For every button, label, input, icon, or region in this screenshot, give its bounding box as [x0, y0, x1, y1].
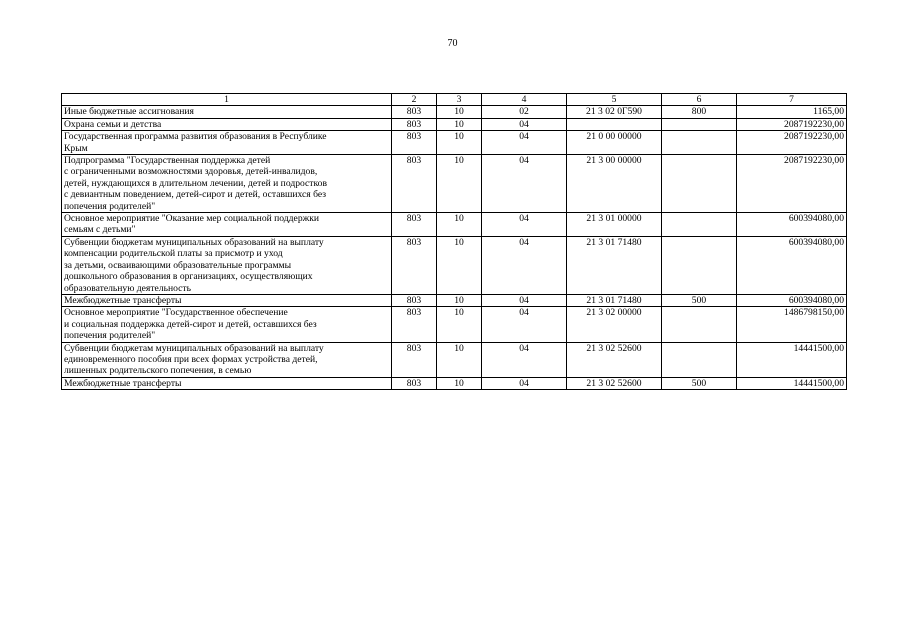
budget-table	[61, 93, 847, 390]
table-row	[62, 342, 847, 377]
table-row	[62, 213, 847, 237]
row-subsection-code: 04	[482, 213, 567, 237]
row-section-code: 10	[437, 213, 482, 237]
row-expense-type	[662, 213, 737, 237]
row-section-code: 10	[437, 155, 482, 213]
row-target-code: 21 3 00 00000	[567, 155, 662, 213]
row-ministry-code: 803	[392, 106, 437, 118]
row-target-code: 21 0 00 00000	[567, 131, 662, 155]
row-target-code: 21 3 02 00000	[567, 307, 662, 342]
row-subsection-code: 04	[482, 342, 567, 377]
row-name: Субвенции бюджетам муниципальных образований на выплату единовременного пособия при всех формах устройства детей, лишенных родительского попечения, в семью	[62, 342, 392, 377]
row-name: Межбюджетные трансферты	[62, 294, 392, 306]
row-name: Иные бюджетные ассигнования	[62, 106, 392, 118]
row-section-code: 10	[437, 342, 482, 377]
row-expense-type	[662, 236, 737, 294]
column-header-1: 1	[62, 94, 392, 106]
row-target-code: 21 3 02 0Г590	[567, 106, 662, 118]
row-amount: 2087192230,00	[737, 155, 847, 213]
row-target-code: 21 3 01 00000	[567, 213, 662, 237]
row-target-code	[567, 118, 662, 130]
row-target-code: 21 3 01 71480	[567, 236, 662, 294]
row-name: Межбюджетные трансферты	[62, 377, 392, 389]
row-subsection-code: 02	[482, 106, 567, 118]
row-name: Подпрограмма "Государственная поддержка детей с ограниченными возможностями здоровья, детей-инвалидов, детей, нуждающихся в длительном лечении, детей и подростков с девиантным поведением, детей-сирот и детей, оставшихся без попечения родителей"	[62, 155, 392, 213]
row-subsection-code: 04	[482, 236, 567, 294]
row-ministry-code: 803	[392, 213, 437, 237]
row-target-code: 21 3 02 52600	[567, 377, 662, 389]
row-target-code: 21 3 01 71480	[567, 294, 662, 306]
table-row	[62, 131, 847, 155]
row-ministry-code: 803	[392, 307, 437, 342]
row-ministry-code: 803	[392, 155, 437, 213]
row-section-code: 10	[437, 294, 482, 306]
row-name: Основное мероприятие "Государственное обеспечение и социальная поддержка детей-сирот и детей, оставшихся без попечения родителей"	[62, 307, 392, 342]
row-amount: 2087192230,00	[737, 118, 847, 130]
table-row	[62, 307, 847, 342]
row-ministry-code: 803	[392, 131, 437, 155]
table-header-row	[62, 94, 847, 106]
table-row	[62, 294, 847, 306]
row-ministry-code: 803	[392, 342, 437, 377]
row-amount: 600394080,00	[737, 213, 847, 237]
table-row	[62, 377, 847, 389]
row-subsection-code: 04	[482, 155, 567, 213]
row-amount: 600394080,00	[737, 294, 847, 306]
row-section-code: 10	[437, 307, 482, 342]
row-expense-type	[662, 155, 737, 213]
row-subsection-code: 04	[482, 118, 567, 130]
row-amount: 1486798150,00	[737, 307, 847, 342]
table-row	[62, 118, 847, 130]
row-amount: 2087192230,00	[737, 131, 847, 155]
row-amount: 14441500,00	[737, 377, 847, 389]
row-subsection-code: 04	[482, 131, 567, 155]
column-header-6: 6	[662, 94, 737, 106]
row-expense-type	[662, 342, 737, 377]
table-row	[62, 155, 847, 213]
row-name: Основное мероприятие "Оказание мер социальной поддержки семьям с детьми"	[62, 213, 392, 237]
row-target-code: 21 3 02 52600	[567, 342, 662, 377]
row-section-code: 10	[437, 131, 482, 155]
row-section-code: 10	[437, 236, 482, 294]
row-expense-type: 500	[662, 377, 737, 389]
row-ministry-code: 803	[392, 294, 437, 306]
row-expense-type	[662, 307, 737, 342]
column-header-2: 2	[392, 94, 437, 106]
row-amount: 14441500,00	[737, 342, 847, 377]
row-subsection-code: 04	[482, 294, 567, 306]
row-amount: 1165,00	[737, 106, 847, 118]
row-name: Государственная программа развития образования в Республике Крым	[62, 131, 392, 155]
row-ministry-code: 803	[392, 236, 437, 294]
row-section-code: 10	[437, 118, 482, 130]
table-row	[62, 106, 847, 118]
row-name: Субвенции бюджетам муниципальных образований на выплату компенсации родительской платы за присмотр и уход за детьми, осваивающими образовательные программы дошкольного образования в организациях, осуществляющих образовательную деятельность	[62, 236, 392, 294]
column-header-3: 3	[437, 94, 482, 106]
row-ministry-code: 803	[392, 118, 437, 130]
column-header-7: 7	[737, 94, 847, 106]
row-subsection-code: 04	[482, 377, 567, 389]
column-header-5: 5	[567, 94, 662, 106]
row-expense-type: 800	[662, 106, 737, 118]
row-ministry-code: 803	[392, 377, 437, 389]
table-row	[62, 236, 847, 294]
row-amount: 600394080,00	[737, 236, 847, 294]
row-section-code: 10	[437, 377, 482, 389]
row-expense-type: 500	[662, 294, 737, 306]
page-number: 70	[447, 38, 458, 49]
row-section-code: 10	[437, 106, 482, 118]
row-expense-type	[662, 118, 737, 130]
row-expense-type	[662, 131, 737, 155]
row-subsection-code: 04	[482, 307, 567, 342]
row-name: Охрана семьи и детства	[62, 118, 392, 130]
column-header-4: 4	[482, 94, 567, 106]
